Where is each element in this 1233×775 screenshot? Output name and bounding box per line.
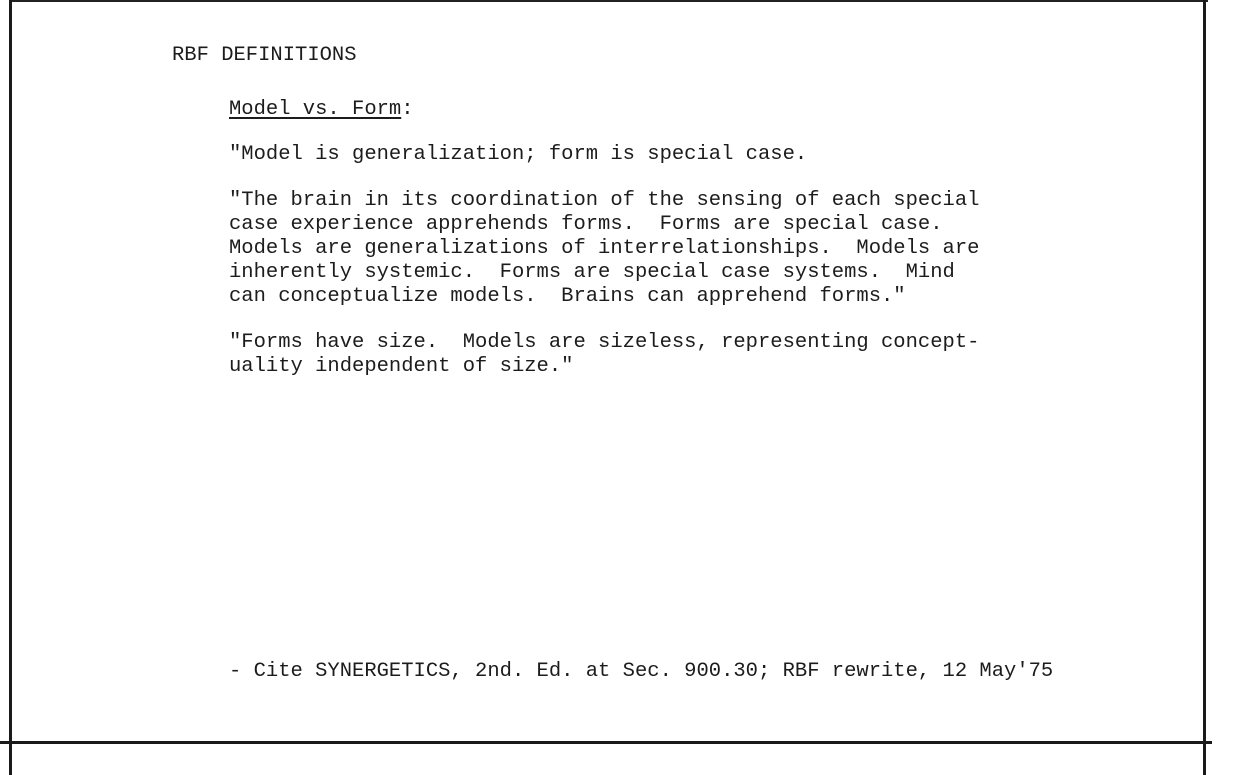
paragraph-2-line-4: inherently systemic. Forms are special case systems. Mind bbox=[229, 261, 955, 284]
paragraph-1-line-1: "Model is generalization; form is special case. bbox=[229, 143, 808, 166]
subheading-title: Model vs. Form bbox=[229, 98, 402, 121]
frame-left-line bbox=[9, 0, 12, 775]
card-header: RBF DEFINITIONS bbox=[172, 44, 357, 67]
frame-bottom-line bbox=[0, 741, 1212, 744]
frame-top-line bbox=[10, 0, 1208, 2]
paragraph-3 bbox=[229, 331, 979, 379]
paragraph-3-line-1: "Forms have size. Models are sizeless, representing concept- bbox=[229, 331, 980, 354]
paragraph-1 bbox=[229, 143, 807, 167]
frame-right-line bbox=[1203, 0, 1206, 775]
paragraph-2-line-1: "The brain in its coordination of the sensing of each special bbox=[229, 189, 980, 212]
subheading-colon: : bbox=[401, 98, 414, 121]
paragraph-3-line-2: uality independent of size." bbox=[229, 355, 574, 378]
paragraph-2-line-3: Models are generalizations of interrelationships. Models are bbox=[229, 237, 980, 260]
card-subheading bbox=[229, 98, 414, 122]
paragraph-2 bbox=[229, 189, 979, 309]
citation: - Cite SYNERGETICS, 2nd. Ed. at Sec. 900.30; RBF rewrite, 12 May'75 bbox=[229, 660, 1054, 683]
paragraph-2-line-2: case experience apprehends forms. Forms are special case. bbox=[229, 213, 943, 236]
paragraph-2-line-5: can conceptualize models. Brains can apprehend forms." bbox=[229, 285, 906, 308]
